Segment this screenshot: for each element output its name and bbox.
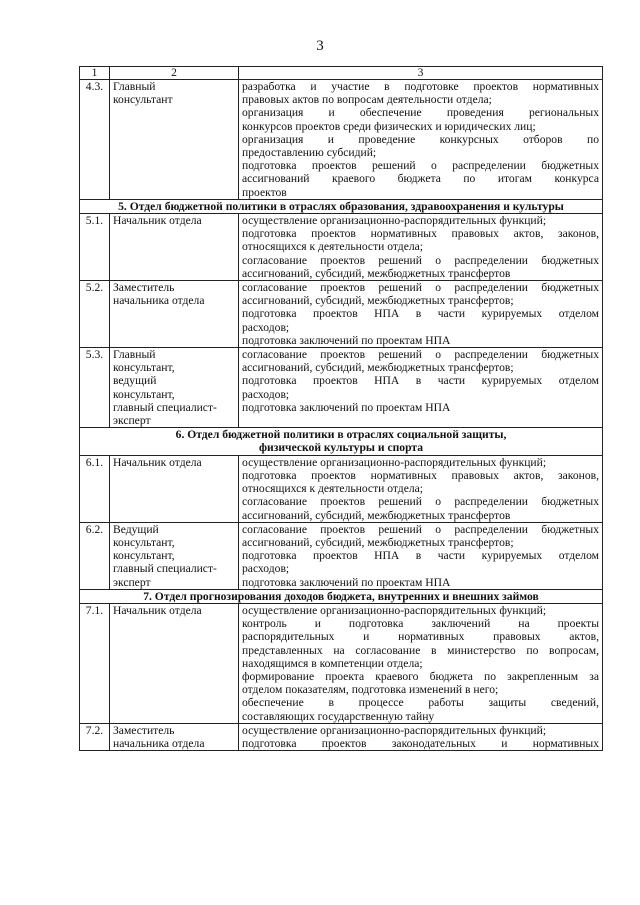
position-line: консультант, (113, 387, 175, 401)
duty-line: представленных на согласование в министерство по вопросам, (242, 643, 599, 657)
duties-cell (239, 522, 603, 589)
duty-line: согласование проектов решений о распределении бюджетных (242, 253, 599, 267)
duty-line: подготовка проектов НПА в части курируемых отделом (242, 549, 599, 563)
duty-line: согласование проектов решений о распределении бюджетных (242, 495, 599, 509)
duty-line: обеспечение в процессе работы защиты сведений, (242, 696, 599, 710)
duty-line: ассигнований, субсидий, межбюджетных трансфертов; (242, 294, 514, 308)
table-row (80, 522, 603, 589)
table-row (80, 603, 603, 723)
row-number: 5.2. (80, 281, 110, 348)
position-cell (110, 522, 239, 589)
duty-line: подготовка заключений по проектам НПА (242, 333, 451, 347)
duty-line: составляющих государственную тайну (242, 709, 435, 723)
duty-line: осуществление организационно-распорядительных функций; (242, 723, 547, 737)
duties-cell (239, 723, 603, 750)
duty-line: подготовка проектов НПА в части курируемых отделом (242, 307, 599, 321)
duties-cell (239, 455, 603, 522)
position-line: консультант, (113, 535, 175, 549)
position-line: Главный (113, 348, 156, 362)
row-number: 7.1. (80, 603, 110, 723)
duty-line: конкурсов проектов среди физических и юридических лиц; (242, 119, 536, 133)
duty-line: расходов; (242, 562, 290, 576)
position-cell (110, 281, 239, 348)
duty-line: формирование проекта краевого бюджета по закрепленным за (242, 669, 599, 683)
position-line: Начальник отдела (113, 214, 202, 228)
duty-line: относящихся к деятельности отдела; (242, 482, 424, 496)
position-cell (110, 348, 239, 428)
section-title-line: физической культуры и спорта (259, 441, 423, 455)
table-row (80, 214, 603, 281)
section-header-row (80, 428, 603, 455)
duty-line: разработка и участие в подготовке проектов нормативных (242, 80, 599, 93)
duty-line: осуществление организационно-распорядительных функций; (242, 214, 547, 228)
duty-line: осуществление организационно-распорядительных функций; (242, 603, 547, 617)
position-line: Ведущий (113, 522, 159, 536)
duties-cell (239, 281, 603, 348)
section-header-row (80, 589, 603, 603)
duty-line: организация и обеспечение проведения региональных (242, 106, 599, 120)
duty-line: ассигнований, субсидий, межбюджетных трансфертов; (242, 361, 514, 375)
duty-line: подготовка заключений по проектам НПА (242, 400, 451, 414)
position-line: консультант, (113, 549, 175, 563)
duty-line: распорядительных и нормативных правовых актов, (242, 630, 599, 644)
position-line: Заместитель (113, 281, 175, 295)
column-header-1: 1 (80, 67, 110, 80)
duty-line: предоставлению субсидий; (242, 146, 377, 160)
duty-line: согласование проектов решений о распределении бюджетных (242, 281, 599, 295)
position-line: Начальник отдела (113, 603, 202, 617)
duty-line: подготовка проектов законодательных и нормативных (242, 736, 599, 750)
row-number: 4.3. (80, 80, 110, 200)
position-line: начальника отдела (113, 294, 205, 308)
position-line: главный специалист- (113, 562, 217, 576)
position-line: Начальник отдела (113, 455, 202, 469)
duty-line: подготовка проектов НПА в части курируемых отделом (242, 374, 599, 388)
duty-line: относящихся к деятельности отдела; (242, 240, 424, 254)
duty-line: ассигнований, субсидий, межбюджетных трансфертов (242, 508, 511, 522)
duty-line: расходов; (242, 320, 290, 334)
section-header-row (80, 199, 603, 213)
table-row (80, 723, 603, 750)
position-line: консультант, (113, 361, 175, 375)
table-row (80, 455, 603, 522)
duty-line: согласование проектов решений о распределении бюджетных (242, 522, 599, 536)
duty-line: ассигнований, субсидий, межбюджетных трансфертов; (242, 535, 514, 549)
duty-line: находящимся в компетенции отдела; (242, 656, 423, 670)
table-row (80, 80, 603, 200)
position-cell (110, 723, 239, 750)
duty-line: осуществление организационно-распорядительных функций; (242, 455, 547, 469)
position-line: консультант (113, 93, 173, 107)
duty-line: подготовка проектов решений о распределении бюджетных (242, 159, 599, 173)
row-number: 7.2. (80, 723, 110, 750)
position-line: ведущий (113, 374, 157, 388)
row-number: 6.1. (80, 455, 110, 522)
row-number: 5.1. (80, 214, 110, 281)
duty-line: подготовка заключений по проектам НПА (242, 575, 451, 589)
duties-table (79, 66, 603, 751)
duty-line: ассигнований краевого бюджета по итогам конкурса (242, 172, 599, 186)
section-title-line: 6. Отдел бюджетной политики в отраслях социальной защиты, (175, 428, 507, 442)
duty-line: согласование проектов решений о распределении бюджетных (242, 348, 599, 362)
section-title (80, 199, 603, 213)
duties-cell (239, 603, 603, 723)
duty-line: ассигнований, субсидий, межбюджетных трансфертов (242, 266, 511, 280)
position-cell (110, 80, 239, 200)
duties-cell (239, 80, 603, 200)
duty-line: подготовка проектов нормативных правовых актов, законов, (242, 468, 599, 482)
position-cell (110, 455, 239, 522)
row-number: 6.2. (80, 522, 110, 589)
duty-line: расходов; (242, 387, 290, 401)
table-row (80, 281, 603, 348)
column-header-3: 3 (239, 67, 603, 80)
duty-line: правовых актов по вопросам деятельности отдела; (242, 93, 492, 107)
position-line: начальника отдела (113, 736, 205, 750)
section-title-line: 5. Отдел бюджетной политики в отраслях образования, здравоохранения и культуры (118, 199, 564, 213)
duty-line: контроль и подготовка заключений на проекты (242, 617, 599, 631)
position-cell (110, 603, 239, 723)
duty-line: организация и проведение конкурсных отборов по (242, 132, 599, 146)
section-title-line: 7. Отдел прогнозирования доходов бюджета, внутренних и внешних займов (143, 589, 539, 603)
duty-line: проектов (242, 185, 287, 199)
position-line: эксперт (113, 575, 151, 589)
row-number: 5.3. (80, 348, 110, 428)
duties-cell (239, 214, 603, 281)
page-number: 3 (316, 38, 324, 54)
section-title (80, 589, 603, 603)
position-line: Главный (113, 80, 156, 93)
position-line: главный специалист- (113, 400, 217, 414)
duty-line: подготовка проектов нормативных правовых актов, законов, (242, 227, 599, 241)
column-header-row (80, 67, 603, 80)
position-line: Заместитель (113, 723, 175, 737)
position-line: эксперт (113, 414, 151, 428)
section-title (80, 428, 603, 455)
duty-line: отделом показателям, подготовка изменений в него; (242, 683, 499, 697)
table-row (80, 348, 603, 428)
duties-table-body (80, 67, 603, 751)
duties-cell (239, 348, 603, 428)
column-header-2: 2 (110, 67, 239, 80)
position-cell (110, 214, 239, 281)
